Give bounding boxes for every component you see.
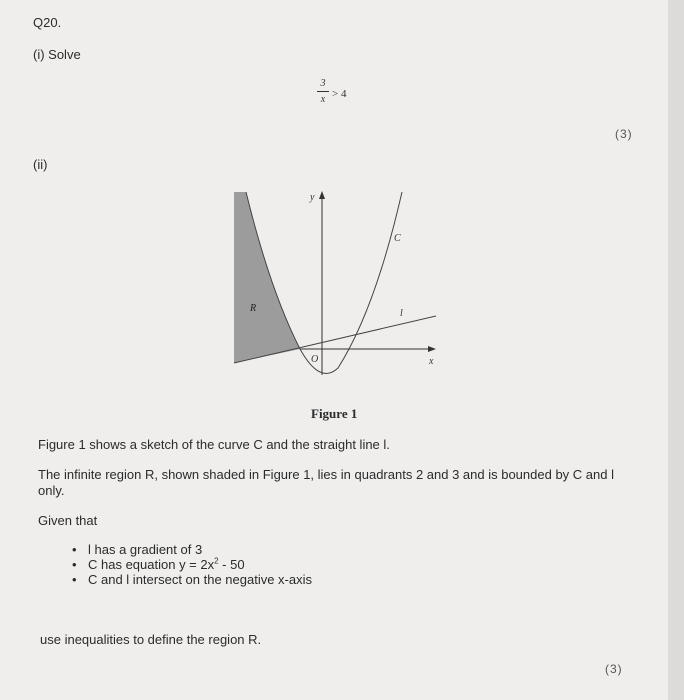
list-item [72, 572, 312, 587]
part-ii-marks: (3) [605, 662, 623, 676]
part-i-label: (i) Solve [33, 47, 81, 62]
y-axis-label: y [310, 192, 315, 203]
list-item [72, 557, 312, 572]
fraction-numerator: 3 [320, 78, 326, 89]
line-l-label: l [400, 308, 403, 319]
part-i-marks: (3) [615, 127, 633, 141]
instruction-text: use inequalities to define the region R. [40, 632, 262, 647]
origin-label: O [311, 354, 319, 365]
list-item [72, 542, 312, 557]
x-axis-label: x [429, 356, 434, 367]
y-axis-arrow [319, 191, 325, 199]
x-axis-arrow [428, 346, 436, 352]
equation-suffix: - 50 [218, 557, 245, 572]
figure-1-sketch [220, 180, 460, 380]
page-edge [668, 0, 684, 700]
question-number: Q20. [33, 15, 62, 30]
given-that-label: Given that [38, 513, 98, 528]
region-description: The infinite region R, shown shaded in Figure 1, lies in quadrants 2 and 3 and is bounded by C and l only. [38, 467, 614, 498]
fraction-bar [317, 91, 329, 92]
equation-prefix: C has equation y = 2x [88, 557, 215, 572]
bullet-icon: • [72, 557, 77, 572]
fraction-3-over-x [315, 78, 331, 105]
region-r-label: R [250, 303, 257, 314]
condition-intersection: C and l intersect on the negative x-axis [88, 572, 313, 587]
fraction-denominator: x [320, 94, 326, 105]
curve-c-label: C [394, 233, 401, 244]
bullet-icon: • [72, 572, 77, 587]
inequality-rhs: > 4 [332, 88, 347, 100]
figure-caption: Figure 1 [311, 406, 358, 421]
part-ii-label: (ii) [33, 157, 48, 172]
region-r-shading [234, 192, 300, 363]
conditions-list [72, 542, 312, 587]
bullet-icon: • [72, 542, 77, 557]
condition-gradient: l has a gradient of 3 [88, 542, 203, 557]
equation-exponent: 2 [214, 556, 219, 566]
figure-description: Figure 1 shows a sketch of the curve C and the straight line l. [38, 437, 390, 452]
condition-equation [88, 557, 245, 572]
